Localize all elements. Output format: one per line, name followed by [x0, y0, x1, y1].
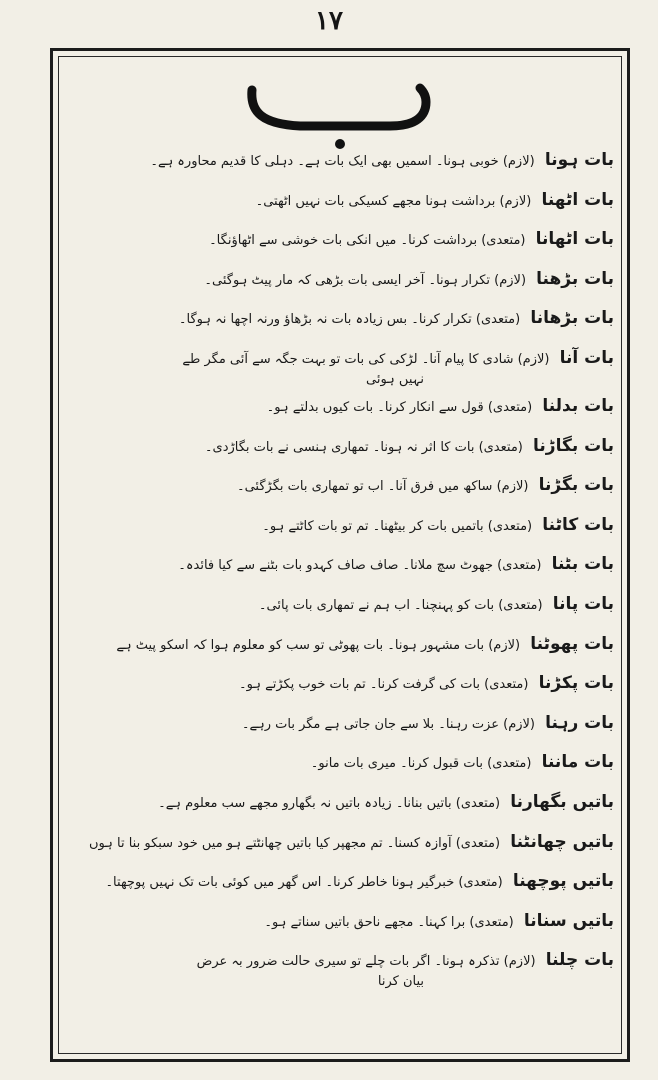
idiom-definition: (متعدی) برداشت کرنا۔ میں انکی بات خوشی سے اٹھاؤنگا۔ [209, 233, 526, 249]
idiom-definition: (متعدی) باتیں بنانا۔ زیادہ باتیں نہ بگھارو مجھے سب معلوم ہے۔ [158, 795, 501, 811]
idiom-separator [503, 875, 513, 890]
idiom-definition: (متعدی) بات کو پہنچنا۔ اب ہم نے تمھاری بات پائی۔ [258, 597, 543, 613]
idiom-definition: (لازم) تذکرہ ہونا۔ اگر بات چلے تو سیری حالت ضرور بہ عرض [196, 954, 536, 970]
idiom-entry [66, 634, 614, 656]
idiom-entry [66, 713, 614, 735]
idiom-separator [526, 273, 536, 288]
idiom-entry [66, 832, 614, 854]
idiom-entry [66, 673, 614, 695]
idiom-entry [66, 950, 614, 992]
idiom-head: بات پھوٹنا [530, 633, 614, 654]
idiom-separator [536, 954, 546, 969]
idiom-definition: (متعدی) خبرگیر ہونا خاطر کرنا۔ اس گھر میں کوئی بات تک نہیں پوچھتا۔ [105, 875, 503, 891]
idiom-head: باتیں چھانٹنا [510, 831, 614, 852]
idiom-head: بات ماننا [541, 752, 614, 773]
idiom-head: بات اٹھنا [541, 189, 614, 210]
idiom-head: بات بگاڑنا [533, 435, 614, 456]
idiom-definition: (متعدی) تکرار کرنا۔ بس زیادہ بات نہ بڑھاؤ ورنہ اچھا نہ ہوگا۔ [178, 312, 521, 328]
idiom-head: باتیں بگھارنا [510, 791, 614, 812]
idiom-entry [66, 871, 614, 893]
idiom-separator [514, 915, 524, 930]
idiom-head: بات ہونا [544, 150, 614, 170]
idiom-separator [532, 400, 542, 415]
idiom-entry [66, 752, 614, 774]
idiom-definition: (متعدی) بات کی گرفت کرنا۔ تم بات خوب پکڑتے ہو۔ [239, 677, 529, 693]
idiom-list [66, 150, 614, 1030]
idiom-separator [535, 717, 545, 732]
idiom-head: بات آنا [559, 347, 614, 368]
idiom-definition: (متعدی) آوازہ کسنا۔ تم مجھپر کیا باتیں چھانٹتے ہو میں خود سبکو بنا تا ہوں [89, 835, 501, 851]
idiom-head: بات بدلنا [542, 395, 614, 416]
idiom-separator [528, 677, 538, 692]
idiom-definition: (لازم) ساکھ میں فرق آنا۔ اب تو تمھاری بات بگڑگئی۔ [236, 479, 529, 495]
idiom-definition: (لازم) خوبی ہونا۔ اسمیں بھی ایک بات ہے۔ دہلی کا قدیم محاورہ ہے۔ [150, 154, 535, 169]
idiom-separator [532, 519, 542, 534]
idiom-separator [520, 638, 530, 653]
idiom-separator [528, 479, 538, 494]
idiom-definition-continuation: بیان کرنا [377, 974, 424, 990]
idiom-definition: (لازم) عزت رہنا۔ بلا سے جان جاتی ہے مگر بات رہے۔ [241, 716, 536, 732]
idiom-definition: (متعدی) بات کا اثر نہ ہونا۔ تمھاری ہنسی نے بات بگاڑدی۔ [204, 439, 523, 455]
idiom-entry [66, 515, 614, 537]
idiom-head: بات پانا [552, 593, 614, 614]
idiom-definition: (متعدی) قول سے انکار کرنا۔ بات کیوں بدلتے ہو۔ [266, 399, 533, 415]
idiom-separator [520, 312, 530, 327]
idiom-separator [549, 352, 559, 367]
idiom-definition: (متعدی) برا کہنا۔ مجھے ناحق باتیں سناتے ہو۔ [264, 914, 514, 930]
idiom-entry [66, 396, 614, 418]
idiom-entry [66, 269, 614, 291]
idiom-definition: (لازم) شادی کا پیام آنا۔ لڑکی کی بات تو بہت جگہ سے آئی مگر طے [182, 351, 550, 367]
idiom-head: بات رہنا [545, 712, 614, 733]
idiom-separator [531, 756, 541, 771]
idiom-entry [66, 436, 614, 458]
idiom-head: بات بڑھنا [536, 268, 614, 289]
idiom-head: بات پکڑنا [538, 673, 614, 694]
idiom-entry [66, 348, 614, 390]
idiom-head: بات کاٹنا [542, 514, 614, 535]
idiom-entry [66, 150, 614, 172]
idiom-separator [526, 233, 536, 248]
idiom-head: بات بٹنا [551, 554, 614, 575]
idiom-separator [543, 598, 553, 613]
idiom-definition: (متعدی) بات قبول کرنا۔ میری بات مانو۔ [310, 756, 532, 772]
idiom-head: بات بڑھانا [530, 308, 614, 329]
idiom-definition: (لازم) بات مشہور ہونا۔ بات پھوٹی تو سب کو معلوم ہوا کہ اسکو پیٹ ہے [116, 637, 521, 653]
idiom-separator [535, 154, 545, 169]
idiom-head: بات چلنا [545, 950, 614, 971]
idiom-separator [541, 558, 551, 573]
idiom-entry [66, 190, 614, 212]
idiom-entry [66, 308, 614, 330]
idiom-separator [500, 796, 510, 811]
idiom-entry [66, 594, 614, 616]
idiom-definition: (متعدی) جھوٹ سچ ملانا۔ صاف صاف کہدو بات بٹنے سے کیا فائدہ۔ [178, 558, 542, 574]
section-letter-heading [240, 72, 440, 152]
idiom-separator [531, 194, 541, 209]
idiom-separator [523, 440, 533, 455]
idiom-head: باتیں پوچھنا [512, 871, 614, 892]
idiom-definition-continuation: نہیں ہوئی [366, 371, 424, 387]
idiom-entry [66, 792, 614, 814]
idiom-entry [66, 911, 614, 933]
idiom-head: باتیں سنانا [523, 910, 614, 931]
idiom-entry [66, 554, 614, 576]
idiom-entry [66, 229, 614, 251]
idiom-definition: (متعدی) باتمیں بات کر بیٹھنا۔ تم تو بات کاٹتے ہو۔ [262, 518, 533, 534]
section-letter: ب [240, 72, 241, 73]
idiom-head: بات بگڑنا [538, 475, 614, 496]
idiom-definition: (لازم) تکرار ہونا۔ آخر ایسی بات بڑھی کہ مار پیٹ ہوگئی۔ [204, 272, 527, 288]
idiom-separator [500, 836, 510, 851]
idiom-definition: (لازم) برداشت ہونا مجھے کسیکی بات نہیں اٹھتی۔ [255, 193, 532, 209]
page-number: ۱۷ [315, 6, 343, 36]
idiom-head: بات اٹھانا [535, 229, 614, 250]
idiom-entry [66, 475, 614, 497]
